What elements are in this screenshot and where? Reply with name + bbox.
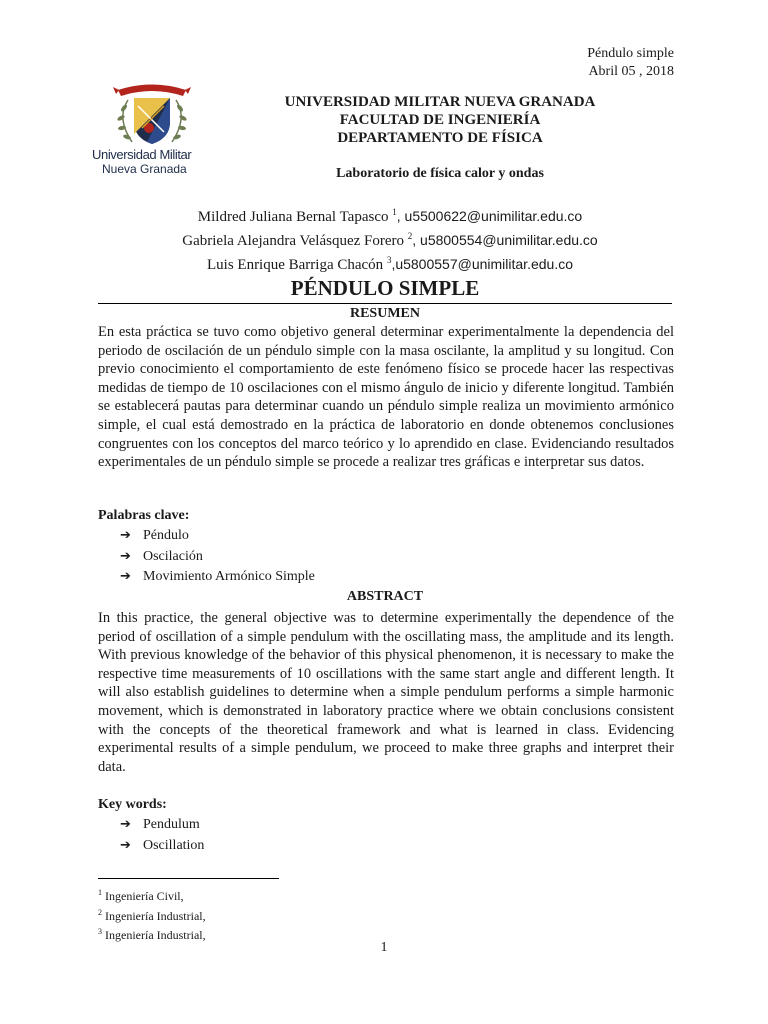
- footnote: [98, 905, 206, 925]
- author-line: [160, 251, 620, 275]
- right-arrow-icon: ➔: [120, 528, 131, 543]
- logo-wordmark-line2: Nueva Granada: [102, 162, 187, 176]
- lab-title: Laboratorio de física calor y ondas: [336, 166, 544, 181]
- institution-block: [228, 93, 652, 147]
- footnote-divider: [98, 878, 279, 879]
- right-arrow-icon: ➔: [120, 569, 131, 584]
- author-line: [160, 227, 620, 251]
- palabras-clave-label: Palabras clave:: [98, 508, 190, 523]
- right-arrow-icon: ➔: [120, 548, 131, 564]
- footnote-text: Ingeniería Industrial,: [102, 928, 206, 942]
- faculty-name: FACULTAD DE INGENIERÍA: [339, 112, 541, 128]
- footnote-text: Ingeniería Civil,: [102, 889, 184, 903]
- right-arrow-icon: ➔: [120, 817, 131, 832]
- author-email: , u5500622@unimilitar.edu.co: [396, 208, 583, 224]
- page-number: 1: [380, 940, 388, 955]
- footnote-number: 2: [98, 907, 102, 917]
- abstract-heading: ABSTRACT: [346, 589, 424, 604]
- footnote: [98, 885, 206, 905]
- author-email: ,u5800557@unimilitar.edu.co: [391, 256, 573, 272]
- footnote-marker: 3: [386, 255, 392, 265]
- university-shield-icon: [92, 78, 212, 148]
- logo-wordmark-line1: Universidad Militar: [92, 147, 192, 162]
- footnote-number: 1: [98, 888, 102, 897]
- keyword: Pendulum: [143, 817, 200, 832]
- author-name: Mildred Juliana Bernal Tapasco: [197, 209, 393, 225]
- list-item: [120, 526, 315, 547]
- logo-wordmark: [92, 148, 212, 176]
- footnote-number: 3: [98, 927, 102, 936]
- title-divider: [98, 303, 672, 304]
- footnote-marker: 2: [407, 231, 413, 241]
- author-name: Gabriela Alejandra Velásquez Forero: [182, 233, 408, 249]
- footnote-marker: 1: [392, 207, 397, 217]
- running-header-date: Abril 05 , 2018: [588, 64, 674, 79]
- keyword: Oscilación: [143, 548, 203, 564]
- list-item: [120, 815, 204, 836]
- list-item: [120, 547, 315, 568]
- running-header-title: Péndulo simple: [587, 46, 674, 61]
- list-item: [120, 567, 315, 588]
- keyword: Movimiento Armónico Simple: [143, 569, 315, 584]
- author-list: [160, 203, 620, 275]
- palabras-clave-list: [120, 526, 315, 588]
- paper-title: PÉNDULO SIMPLE: [290, 276, 480, 300]
- university-name: UNIVERSIDAD MILITAR NUEVA GRANADA: [284, 94, 596, 110]
- key-words-list: [120, 815, 204, 856]
- list-item: [120, 836, 204, 857]
- abstract-text: In this practice, the general objective was to determine experimentally the dependence of the period of oscillation of a simple pendulum with the oscillating mass, the amplitude and its length. With previous knowledge of the behavior of this physical phenomenon, it is necessary to make the respective time measurements of 10 oscillations with the same start angle and different length. It will also establish guidelines to determine when a simple pendulum performs a simple harmonic movement, which is demonstrated in laboratory practice where we obtain conclusions consistent with the concepts of the theoretical framework and what is learned in class. Evidencing experimental results of a simple pendulum, we proceed to make three graphs and interpret their data.: [98, 610, 674, 775]
- keyword: Péndulo: [143, 528, 189, 543]
- key-words-label: Key words:: [98, 797, 167, 812]
- footnotes: [98, 885, 206, 944]
- author-email: , u5800554@unimilitar.edu.co: [412, 232, 598, 248]
- author-line: [160, 203, 620, 227]
- department-name: DEPARTAMENTO DE FÍSICA: [337, 130, 543, 146]
- resumen-heading: RESUMEN: [349, 306, 420, 321]
- right-arrow-icon: ➔: [120, 837, 131, 853]
- resumen-text: En esta práctica se tuvo como objetivo general determinar experimentalmente la dependencia del periodo de oscilación de un péndulo simple con la masa oscilante, la amplitud y su longitud. Con previo conocimiento el comportamiento de este fenómeno físico se procede hacer las respectivas medidas de tiempo de 10 oscilaciones con el mismo ángulo de inicio y diferente longitud. También se establecerá pautas para determinar cuando un péndulo simple realiza un movimiento armónico simple, el cual está demostrado en la práctica de laboratorio en donde obtenemos conclusiones congruentes con los conceptos del marco teórico y lo aprendido en clase. Evidenciando resultados experimentales de un péndulo simple se procede a realizar tres gráficas e interpretar sus datos.: [98, 324, 674, 471]
- keyword: Oscillation: [143, 837, 205, 853]
- author-name: Luis Enrique Barriga Chacón: [206, 257, 387, 273]
- running-header: [560, 45, 674, 81]
- footnote-text: Ingeniería Industrial,: [102, 908, 206, 923]
